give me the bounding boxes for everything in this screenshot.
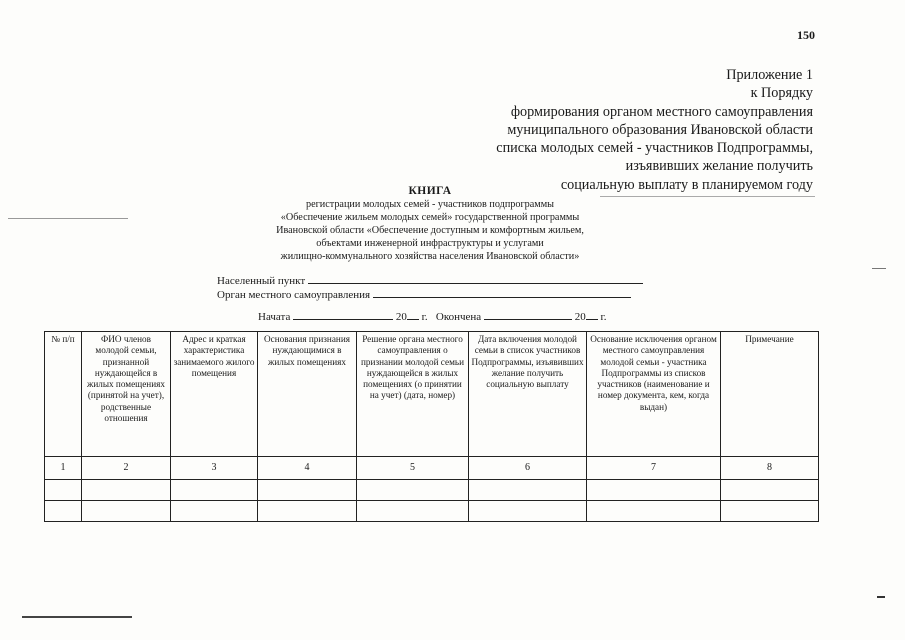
scan-artifact-line (600, 196, 815, 197)
header-cell-grounds: Основания признания нуждающимися в жилых помещениях (258, 332, 357, 457)
table-cell[interactable] (357, 501, 469, 522)
ended-year-blank[interactable] (586, 309, 598, 320)
header-cell-inclusion-date: Дата включения молодой семьи в список участников Подпрограммы, изъявивших желание получить социальную выплату (469, 332, 587, 457)
scan-artifact-line (8, 218, 128, 219)
appendix-line: списка молодых семей - участников Подпрограммы, (496, 140, 813, 157)
header-cell-number: № п/п (45, 332, 82, 457)
table-cell[interactable] (45, 501, 82, 522)
scan-artifact-line (877, 596, 885, 598)
table-cell[interactable] (721, 480, 819, 501)
book-subtitle-line: регистрации молодых семей - участников подпрограммы (305, 199, 554, 210)
table-row (45, 501, 819, 522)
locality-field (217, 273, 643, 287)
table-cell[interactable] (357, 480, 469, 501)
appendix-line: формирования органом местного самоуправления (510, 103, 813, 120)
table-cell[interactable] (587, 480, 721, 501)
header-cell-decision: Решение органа местного самоуправления о признании молодой семьи нуждающейся в жилых помещениях (о принятии на учет) (дата, номер) (357, 332, 469, 457)
started-date-blank[interactable] (293, 309, 393, 320)
locality-blank[interactable] (308, 273, 643, 284)
column-number: 7 (587, 457, 721, 480)
header-cell-note: Примечание (721, 332, 819, 457)
table-cell[interactable] (587, 501, 721, 522)
book-title: КНИГА (408, 185, 452, 197)
table-cell[interactable] (45, 480, 82, 501)
registration-table (44, 331, 819, 522)
appendix-line: муниципального образования Ивановской области (507, 121, 813, 138)
appendix-line: изъявивших желание получить (625, 158, 813, 175)
started-year-blank[interactable] (407, 309, 419, 320)
ended-label: Окончена (435, 311, 482, 323)
dates-field (258, 309, 606, 323)
appendix-line: социальную выплату в планируемом году (560, 176, 813, 193)
column-number: 8 (721, 457, 819, 480)
table-cell[interactable] (469, 501, 587, 522)
book-subtitle-line: объектами инженерной инфраструктуры и услугами (316, 238, 544, 249)
book-subtitle-line: жилищно-коммунального хозяйства населения Ивановской области» (280, 251, 580, 262)
ended-year-prefix: 20 (574, 311, 586, 323)
column-number: 6 (469, 457, 587, 480)
started-year-suffix: г. (421, 311, 428, 323)
column-number: 1 (45, 457, 82, 480)
appendix-header (496, 66, 813, 194)
started-year-prefix: 20 (395, 311, 407, 323)
table-row (45, 480, 819, 501)
appendix-line: Приложение 1 (726, 67, 813, 83)
started-label: Начата (258, 311, 291, 323)
book-subtitle-line: Ивановской области «Обеспечение доступным и комфортным жильем, (276, 225, 584, 236)
locality-label: Населенный пункт (217, 275, 306, 287)
header-cell-family-name: ФИО членов молодой семьи, признанной нуждающейся в жилых помещениях (принятой на учет), родственные отношения (82, 332, 171, 457)
book-subtitle-line: «Обеспечение жильем молодых семей» государственной программы (280, 212, 580, 223)
table-cell[interactable] (171, 501, 258, 522)
appendix-line: к Порядку (750, 85, 813, 102)
column-number: 3 (171, 457, 258, 480)
column-number: 5 (357, 457, 469, 480)
authority-field (217, 287, 631, 301)
page-number: 150 (797, 28, 815, 42)
table-cell[interactable] (258, 480, 357, 501)
table-cell[interactable] (721, 501, 819, 522)
scan-artifact-line (872, 268, 886, 269)
table-cell[interactable] (82, 501, 171, 522)
header-cell-exclusion-grounds: Основание исключения органом местного самоуправления молодой семьи - участника Подпрограммы из списков участников (наименование и номер документа, кем, когда выдан) (587, 332, 721, 457)
table-cell[interactable] (82, 480, 171, 501)
book-title-block (200, 185, 660, 263)
header-cell-address: Адрес и краткая характеристика занимаемого жилого помещения (171, 332, 258, 457)
table-cell[interactable] (171, 480, 258, 501)
column-number-row (45, 457, 819, 480)
table-header-row (45, 332, 819, 457)
table-cell[interactable] (258, 501, 357, 522)
column-number: 2 (82, 457, 171, 480)
authority-label: Орган местного самоуправления (217, 289, 371, 301)
table-cell[interactable] (469, 480, 587, 501)
column-number: 4 (258, 457, 357, 480)
scan-artifact-line (22, 616, 132, 618)
ended-year-suffix: г. (600, 311, 607, 323)
authority-blank[interactable] (373, 287, 631, 298)
ended-date-blank[interactable] (484, 309, 572, 320)
